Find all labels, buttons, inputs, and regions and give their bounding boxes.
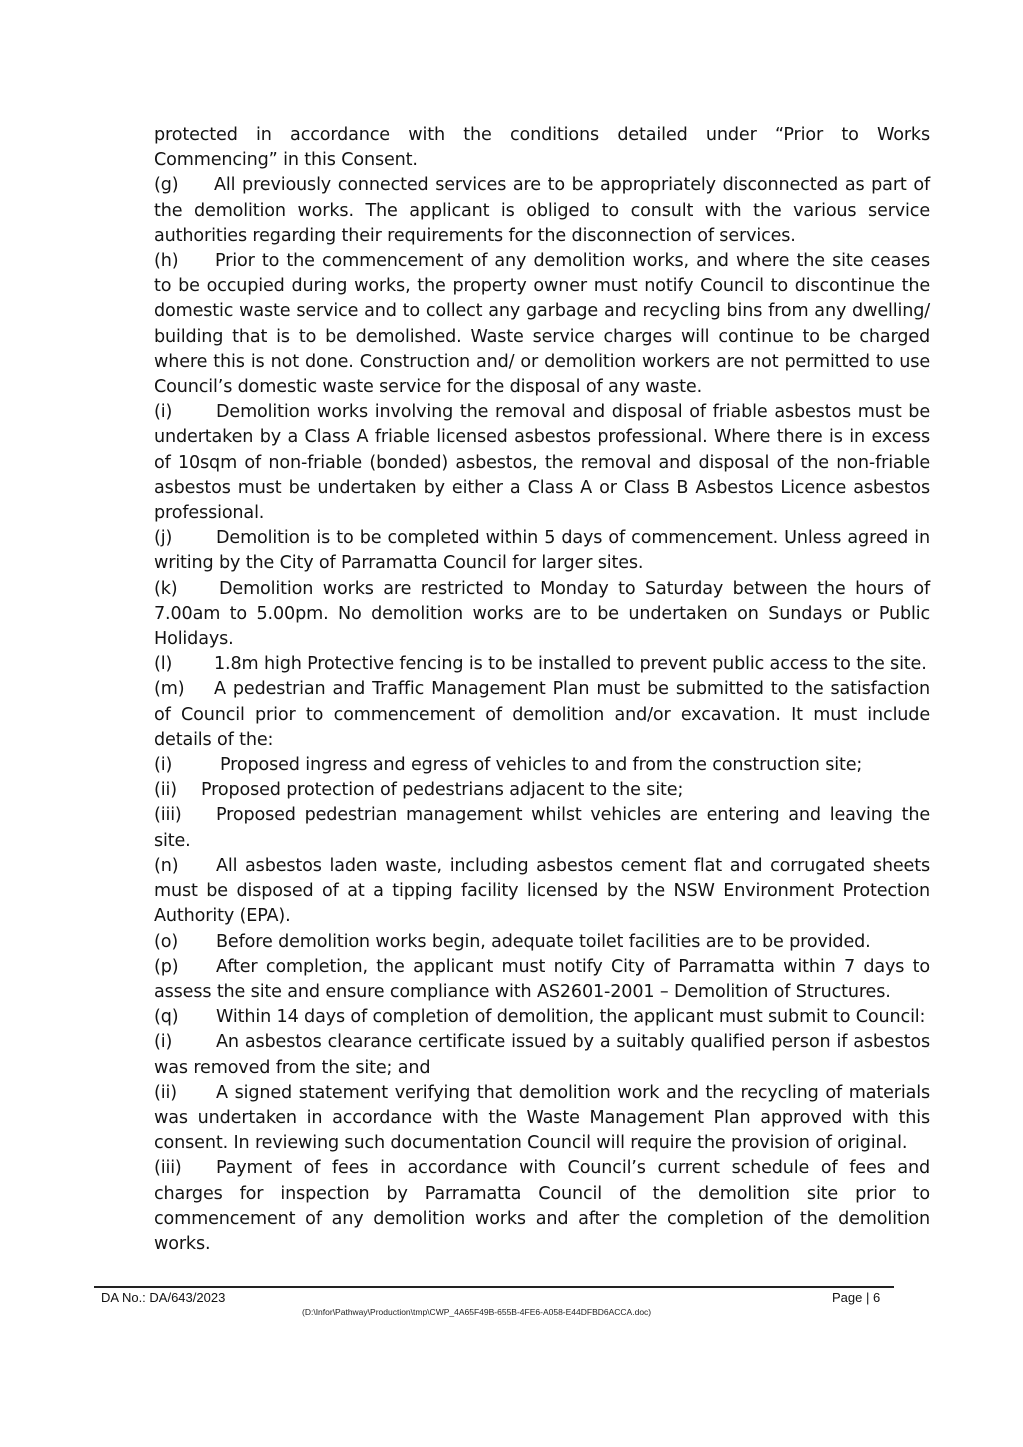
condition-text: Prior to the commencement of any demolition works, and where the site ceases to be occupied during works, the property owner must notify Council to discontinue the domestic waste service and to collect any garbage and recycling bins from any dwelling/ building that is to be demolished. Waste service charges will continue to be charged where this is not done. Construction and/ or demolition workers are not permitted to use Council’s domestic waste service for the disposal of any waste. [154,251,930,398]
condition-label: (m) [154,679,185,700]
intro-paragraph: protected in accordance with the conditions detailed under “Prior to Works Commencing” in this Consent. [154,125,930,171]
condition-label: (i) [154,402,173,423]
condition-label: (j) [154,528,173,549]
condition-text: Before demolition works begin, adequate toilet facilities are to be provided. [216,931,871,952]
condition-text: A pedestrian and Traffic Management Plan must be submitted to the satisfaction of Council prior to commencement of demolition and/or excavation. It must include details of the: [154,679,930,750]
condition-m-i [154,753,930,778]
condition-i [154,400,930,526]
condition-m [154,677,930,753]
condition-q [154,1005,930,1030]
condition-m-iii [154,803,930,853]
condition-n [154,854,930,930]
condition-label: (q) [154,1007,179,1028]
condition-text: 1.8m high Protective fencing is to be installed to prevent public access to the site. [214,654,927,675]
footer-page-number: Page | 6 [832,1290,881,1305]
condition-text: Demolition works involving the removal and disposal of friable asbestos must be undertaken by a Class A friable licensed asbestos professional. Where there is in excess of 10sqm of non-friable (bonded) asbestos, the removal and disposal of the non-friable asbestos must be undertaken by either a Class A or Class B Asbestos Licence asbestos professional. [154,402,930,524]
condition-text: Proposed ingress and egress of vehicles to and from the construction site; [220,755,863,776]
condition-text: All previously connected services are to be appropriately disconnected as part of the demolition works. The applicant is obliged to consult with the various service authorities regarding their requirements for the disconnection of services. [154,175,930,246]
condition-text: A signed statement verifying that demolition work and the recycling of materials was undertaken in accordance with the Waste Management Plan approved with this consent. In reviewing such documentation Council will require the provision of original. [154,1082,930,1154]
condition-label: (ii) [154,1082,177,1103]
condition-text: Proposed protection of pedestrians adjacent to the site; [201,780,684,801]
condition-j [154,526,930,576]
condition-label: (iii) [154,805,182,826]
footer-da-number: DA No.: DA/643/2023 [101,1290,226,1305]
condition-label: (iii) [154,1158,182,1179]
condition-label: (p) [154,956,179,977]
condition-text: After completion, the applicant must notify City of Parramatta within 7 days to assess the site and ensure compliance with AS2601-2001 – Demolition of Structures. [154,956,930,1002]
condition-label: (h) [154,251,179,272]
condition-p [154,955,930,1005]
condition-m-ii [154,778,930,803]
condition-text: Payment of fees in accordance with Council’s current schedule of fees and charges for inspection by Parramatta Council of the demolition site prior to commencement of any demolition works and after the completion of the demolition works. [154,1158,930,1254]
condition-text: Demolition works are restricted to Monday to Saturday between the hours of 7.00am to 5.00pm. No demolition works are to be undertaken on Sundays or Public Holidays. [154,578,930,650]
condition-label: (n) [154,855,179,876]
condition-label: (i) [154,1032,173,1053]
condition-q-iii [154,1156,930,1257]
condition-text: Demolition is to be completed within 5 days of commencement. Unless agreed in writing by the City of Parramatta Council for larger sites. [154,528,930,574]
footer-file-path: (D:\Infor\Pathway\Production\tmp\CWP_4A65F49B-655B-4FE6-A058-E44DFBD6ACCA.doc) [302,1307,652,1317]
condition-q-i [154,1030,930,1080]
condition-label: (ii) [154,780,177,801]
condition-q-ii [154,1081,930,1157]
condition-g [154,173,930,249]
condition-label: (i) [154,755,173,776]
condition-text: All asbestos laden waste, including asbestos cement flat and corrugated sheets must be disposed of at a tipping facility licensed by the NSW Environment Protection Authority (EPA). [154,855,930,927]
condition-o [154,930,930,955]
condition-text: Within 14 days of completion of demolition, the applicant must submit to Council: [216,1007,926,1028]
condition-label: (k) [154,578,178,599]
condition-k [154,577,930,653]
condition-text: An asbestos clearance certificate issued by a suitably qualified person if asbestos was removed from the site; and [154,1032,930,1078]
condition-label: (l) [154,654,173,675]
condition-label: (g) [154,175,179,196]
footer-divider [94,1286,894,1288]
document-body [154,123,930,1257]
condition-h [154,249,930,400]
condition-text: Proposed pedestrian management whilst vehicles are entering and leaving the site. [154,805,930,851]
condition-label: (o) [154,931,179,952]
condition-l [154,652,930,677]
